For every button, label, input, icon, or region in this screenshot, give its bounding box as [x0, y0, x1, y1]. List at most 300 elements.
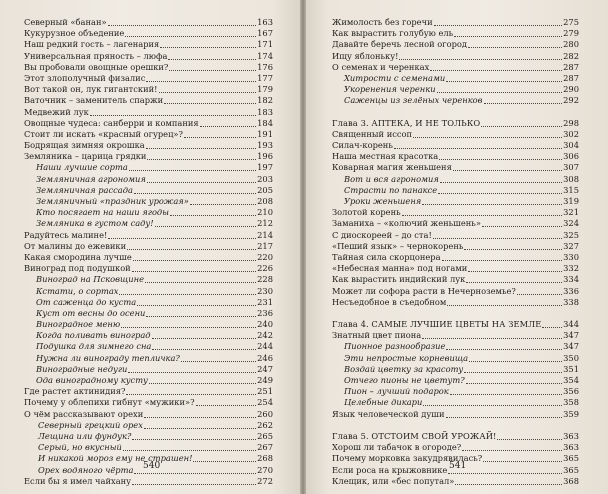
page-number-left: 540	[143, 461, 161, 471]
dot-leader	[468, 263, 562, 272]
toc-entry	[332, 409, 579, 420]
toc-entry-page: 210	[257, 207, 273, 218]
toc-entry-title: Коварная магия женьшеня	[332, 162, 452, 173]
toc-entry-page: 292	[563, 95, 579, 106]
toc-entry-title: Воздай цветку за красоту	[344, 363, 464, 374]
toc-entry	[332, 241, 579, 252]
toc-entry	[24, 107, 273, 118]
toc-spacer	[332, 308, 579, 319]
dot-leader	[453, 162, 562, 171]
toc-entry-title: Заманиха – «колючий женьшень»	[332, 218, 481, 229]
toc-entry-title: «Пеший язык» – чернокорень	[332, 240, 464, 251]
toc-entry-page: 236	[257, 307, 273, 318]
toc-entry	[332, 151, 579, 162]
toc-entry	[24, 353, 273, 364]
dot-leader	[132, 263, 256, 272]
toc-entry	[332, 263, 579, 274]
dot-leader	[159, 84, 257, 93]
toc-entry	[24, 274, 273, 285]
toc-entry-page: 183	[257, 106, 273, 117]
toc-entry	[24, 286, 273, 297]
dot-leader	[402, 207, 563, 216]
toc-entry-title: Золотой корень	[332, 207, 401, 218]
toc-entry	[24, 263, 273, 274]
dot-leader	[484, 95, 563, 104]
toc-entry	[24, 140, 273, 151]
toc-entry-page: 220	[257, 251, 273, 262]
toc-entry-title: Целебные дикари	[344, 397, 423, 408]
toc-entry-title: Тайная сила скорцонера	[332, 251, 441, 262]
toc-entry-page: 193	[257, 140, 273, 151]
toc-entry-page: 179	[257, 84, 273, 95]
toc-entry-page: 365	[563, 464, 579, 475]
toc-entry-page: 363	[563, 430, 579, 441]
toc-entry	[332, 140, 579, 151]
toc-entry-title: Универсальная пряность – люфа	[24, 50, 168, 61]
toc-entry	[332, 476, 579, 487]
toc-entry-title: Наши лучшие сорта	[36, 162, 128, 173]
dot-leader	[438, 185, 562, 194]
toc-entry-page: 356	[563, 386, 579, 397]
toc-entry-page: 226	[257, 263, 273, 274]
toc-entry	[24, 17, 273, 28]
dot-leader	[193, 453, 256, 462]
dot-leader	[108, 230, 256, 239]
toc-entry-title: Если роса на крыжовнике	[332, 464, 448, 475]
toc-entry-title: С диоскореей – до ста!	[332, 229, 432, 240]
toc-entry-title: От саженца до куста	[36, 296, 137, 307]
dot-leader	[169, 62, 256, 71]
toc-entry-title: Страсти по панаксе	[344, 184, 438, 195]
toc-entry-title: Виноград на Псковщине	[36, 274, 144, 285]
toc-chapter-entry	[332, 319, 579, 330]
dot-leader	[123, 442, 256, 451]
toc-entry	[24, 364, 273, 375]
dot-leader	[132, 431, 256, 440]
dot-leader	[90, 107, 256, 116]
toc-entry	[24, 330, 273, 341]
dot-leader	[155, 218, 257, 227]
toc-entry-title: Виноградное меню	[36, 319, 121, 330]
toc-entry	[332, 286, 579, 297]
toc-entry	[24, 431, 273, 442]
toc-entry	[24, 409, 273, 420]
toc-entry-page: 214	[257, 229, 273, 240]
toc-entry-title: О семенах и черенках	[332, 61, 430, 72]
dot-leader	[466, 274, 562, 283]
toc-entry	[332, 84, 579, 95]
toc-entry-title: Ода виноградному кусту	[36, 375, 148, 385]
toc-entry-title: Пион – лучший подарок	[344, 386, 449, 397]
toc-spacer	[332, 420, 579, 431]
toc-entry	[24, 28, 273, 39]
toc-entry-page: 368	[563, 475, 579, 486]
dot-leader	[482, 218, 562, 227]
dot-leader	[184, 129, 256, 138]
toc-entry-title: Почему у облепихи гибнут «мужики»?	[24, 397, 195, 408]
toc-entry-page: 287	[563, 61, 579, 72]
toc-entry	[24, 185, 273, 196]
toc-entry	[24, 319, 273, 330]
toc-entry	[332, 62, 579, 73]
dot-leader	[469, 353, 562, 362]
toc-entry-title: Орех водяного чёрта	[38, 464, 134, 475]
toc-entry-title: Священный иссоп	[332, 128, 413, 139]
toc-entry-page: 270	[257, 464, 273, 475]
toc-entry-page: 184	[257, 117, 273, 128]
dot-leader	[413, 129, 562, 138]
dot-leader	[152, 341, 256, 350]
toc-entry-page: 321	[563, 207, 579, 218]
toc-entry-title: Виноградные недуги	[36, 363, 128, 374]
toc-entry-page: 167	[257, 28, 273, 39]
dot-leader	[127, 241, 256, 250]
dot-leader	[128, 364, 256, 373]
toc-entry	[24, 218, 273, 229]
toc-entry	[24, 241, 273, 252]
toc-entry-title: Какая смородина лучше	[24, 251, 132, 262]
toc-entry-title: Стоит ли искать «красный огурец»?	[24, 128, 183, 139]
toc-entry	[332, 386, 579, 397]
toc-entry-page: 327	[563, 240, 579, 251]
dot-leader	[147, 174, 256, 183]
toc-entry	[24, 39, 273, 50]
dot-leader	[144, 420, 256, 429]
toc-entry-title: Куст от весны до осени	[36, 307, 146, 318]
dot-leader	[430, 62, 562, 71]
dot-leader	[462, 442, 562, 451]
dot-leader	[442, 252, 563, 261]
dot-leader	[125, 28, 256, 37]
toc-entry-title: Бодрящая зимняя окрошка	[24, 140, 145, 151]
toc-entry	[24, 151, 273, 162]
toc-entry-page: 344	[563, 319, 579, 330]
toc-entry-page: 347	[563, 330, 579, 341]
toc-entry-title: Медвежий лук	[24, 106, 89, 117]
dot-leader	[146, 308, 256, 317]
toc-entry-title: Вот и вся агрономия	[344, 173, 439, 184]
dot-leader	[108, 17, 257, 26]
toc-entry-page: 191	[257, 128, 273, 139]
toc-entry-title: Жимолость без горечи	[332, 17, 433, 27]
toc-entry-title: Силач-корень	[332, 140, 393, 151]
toc-entry-page: 196	[257, 151, 273, 162]
toc-entry-page: 330	[563, 251, 579, 262]
toc-entry-title: Наш редкий гость – лагенария	[24, 39, 160, 50]
toc-entry-title: Когда поливать виноград	[36, 330, 151, 341]
toc-entry-title: Глава 4. САМЫЕ ЛУЧШИЕ ЦВЕТЫ НА ЗЕМЛЕ	[332, 319, 542, 330]
dot-leader	[121, 319, 256, 328]
dot-leader	[168, 51, 256, 60]
dot-leader	[437, 84, 563, 93]
toc-entry-page: 332	[563, 263, 579, 274]
toc-entry-title: Наша местная красотка	[332, 151, 439, 162]
toc-entry-page: 182	[257, 95, 273, 106]
toc-entry-title: Саженцы из зелёных черенков	[344, 95, 483, 106]
dot-leader	[422, 196, 562, 205]
toc-entry-title: Укоренения черенки	[344, 84, 436, 95]
toc-entry-page: 244	[257, 341, 273, 352]
toc-entry	[24, 174, 273, 185]
dot-leader	[152, 330, 257, 339]
toc-entry-page: 315	[563, 184, 579, 195]
toc-entry-page: 275	[563, 17, 579, 27]
toc-entry	[332, 297, 579, 308]
toc-entry-title: Уроки женьшеня	[344, 196, 422, 206]
dot-leader	[446, 341, 562, 350]
toc-entry-page: 205	[257, 184, 273, 195]
toc-entry	[24, 62, 273, 73]
toc-entry	[24, 84, 273, 95]
toc-entry-page: 230	[257, 285, 273, 296]
toc-entry	[24, 308, 273, 319]
toc-entry	[24, 297, 273, 308]
toc-entry-page: 338	[563, 296, 579, 307]
dot-leader	[468, 39, 562, 48]
dot-leader	[483, 453, 562, 462]
dot-leader	[132, 476, 256, 485]
toc-entry-title: Земляничный «праздник урожая»	[36, 196, 189, 206]
dot-leader	[160, 39, 256, 48]
toc-entry-page: 267	[257, 442, 273, 453]
dot-leader	[134, 185, 256, 194]
dot-leader	[454, 28, 562, 37]
toc-entry	[24, 73, 273, 84]
dot-leader	[466, 375, 563, 384]
toc-entry	[332, 162, 579, 173]
toc-entry-page: 217	[257, 240, 273, 251]
toc-entry-title: От малины до ежевики	[24, 240, 127, 251]
toc-entry-title: Радуйтесь малине!	[24, 229, 108, 240]
toc-entry	[332, 51, 579, 62]
toc-entry-page: 282	[563, 50, 579, 61]
toc-entry-page: 208	[257, 196, 273, 206]
dot-leader	[164, 95, 256, 104]
toc-entry-page: 351	[563, 363, 579, 374]
toc-entry-title: Серый, но вкусный	[38, 442, 122, 453]
toc-entry	[24, 118, 273, 129]
toc-entry	[24, 341, 273, 352]
toc-entry	[332, 17, 579, 28]
toc-entry-title: Кукурузное объедение	[24, 28, 125, 39]
toc-entry-title: Этот злополучный физалис	[24, 72, 146, 83]
book-gutter	[300, 0, 306, 494]
toc-entry	[24, 420, 273, 431]
toc-entry-page: 359	[563, 408, 579, 419]
toc-entry-page: 231	[257, 296, 273, 307]
toc-entry-page: 242	[257, 330, 273, 341]
dot-leader	[200, 118, 256, 127]
toc-entry-page: 350	[563, 352, 579, 363]
toc-entry-page: 325	[563, 229, 579, 240]
toc-entry-title: Северный грецкий орех	[38, 419, 143, 430]
toc-entry	[24, 196, 273, 207]
toc-entry	[332, 39, 579, 50]
toc-entry-page: 171	[257, 39, 273, 50]
toc-entry-title: Ищу яблоньку!	[332, 50, 399, 61]
toc-entry-title: Подушка для зимнего сна	[36, 341, 152, 352]
dot-leader	[119, 286, 256, 295]
toc-entry-page: 260	[257, 408, 273, 419]
toc-entry	[332, 252, 579, 263]
dot-leader	[447, 297, 562, 306]
toc-entry	[332, 375, 579, 386]
toc-entry-title: Кстати, о сортах	[36, 285, 119, 296]
toc-entry-title: Земляничная рассада	[36, 184, 133, 195]
toc-entry	[24, 476, 273, 487]
toc-entry	[24, 230, 273, 241]
toc-entry-title: Почему морковка закудрявилась?	[332, 453, 483, 464]
toc-entry-title: Хитрости с семенами	[344, 72, 446, 83]
toc-entry-title: Где растет актинидия?	[24, 386, 126, 397]
toc-right	[332, 17, 579, 487]
toc-entry-title: Овощные чудеса: санберри и компания	[24, 117, 199, 128]
toc-entry-title: О чём рассказывают орехи	[24, 408, 144, 419]
toc-entry-page: 298	[563, 117, 579, 128]
toc-entry	[332, 274, 579, 285]
dot-leader	[126, 386, 256, 395]
toc-entry-page: 247	[257, 363, 273, 374]
toc-entry	[332, 353, 579, 364]
dot-leader	[190, 196, 256, 205]
toc-entry-title: Северный «банан»	[24, 17, 107, 27]
dot-leader	[481, 118, 562, 127]
dot-leader	[422, 330, 562, 339]
toc-entry-page: 163	[257, 17, 273, 27]
toc-entry-title: Нужна ли винограду тепличка?	[36, 352, 180, 363]
toc-entry-title: Земляника в густом саду!	[36, 218, 154, 229]
dot-leader	[446, 73, 562, 82]
toc-entry	[332, 28, 579, 39]
toc-entry	[332, 364, 579, 375]
toc-entry	[332, 73, 579, 84]
toc-entry	[332, 185, 579, 196]
toc-entry	[24, 252, 273, 263]
dot-leader	[129, 162, 256, 171]
dot-leader	[146, 140, 256, 149]
toc-entry	[332, 174, 579, 185]
toc-entry-page: 174	[257, 50, 273, 61]
toc-entry	[332, 129, 579, 140]
toc-entry-page: 203	[257, 173, 273, 184]
toc-entry-page: 308	[563, 173, 579, 184]
toc-entry-page: 307	[563, 162, 579, 173]
toc-entry	[332, 196, 579, 207]
toc-entry-page: 279	[563, 28, 579, 39]
toc-entry-title: Вы пробовали овощные орешки?	[24, 61, 169, 72]
toc-entry-page: 324	[563, 218, 579, 229]
toc-entry-title: И никакой мороз ему не страшен!	[38, 453, 193, 464]
toc-entry-page: 176	[257, 61, 273, 72]
toc-entry-title: Кто посягает на наши ягоды	[36, 207, 169, 218]
toc-entry-page: 262	[257, 419, 273, 430]
toc-entry-title: Язык человеческой души	[332, 408, 445, 419]
toc-entry-title: Несъедобное в съедобном	[332, 296, 447, 307]
toc-entry-title: Глава 3. АПТЕКА, И НЕ ТОЛЬКО	[332, 117, 481, 128]
page-number-right: 541	[449, 461, 467, 471]
toc-entry-page: 228	[257, 274, 273, 285]
dot-leader	[464, 241, 562, 250]
toc-entry-page: 319	[563, 196, 579, 206]
toc-entry-title: Эти непростые корневища	[344, 352, 469, 363]
toc-entry-title: Земляничная агрономия	[36, 173, 146, 184]
toc-entry-title: Если бы я имел чайхану	[24, 475, 132, 486]
toc-entry-title: Хорош ли табачок в огороде?	[332, 442, 462, 453]
dot-leader	[464, 364, 562, 373]
toc-entry-title: Может ли софора расти в Нечерноземье?	[332, 285, 516, 296]
dot-leader	[434, 17, 563, 26]
toc-entry-page: 304	[563, 140, 579, 151]
toc-entry-page: 212	[257, 218, 273, 229]
toc-entry-title: «Небесная манна» под ногами	[332, 263, 468, 274]
toc-chapter-entry	[332, 431, 579, 442]
dot-leader	[149, 375, 256, 384]
dot-leader	[439, 151, 562, 160]
dot-leader	[440, 174, 562, 183]
dot-leader	[399, 51, 562, 60]
toc-entry	[332, 330, 579, 341]
dot-leader	[147, 151, 256, 160]
toc-entry-title: Отчего пионы не цветут?	[344, 375, 465, 385]
toc-entry-page: 254	[257, 397, 273, 408]
toc-entry-page: 265	[257, 430, 273, 441]
toc-entry	[24, 129, 273, 140]
toc-entry	[332, 230, 579, 241]
toc-entry-page: 358	[563, 397, 579, 408]
toc-entry	[332, 397, 579, 408]
toc-entry-title: Клещик, или «бес попутал»	[332, 475, 455, 486]
toc-entry-page: 240	[257, 319, 273, 330]
toc-entry	[332, 442, 579, 453]
toc-entry	[24, 51, 273, 62]
toc-entry-title: Виноград под подушкой	[24, 263, 131, 274]
toc-entry-title: Ваточник – заменитель спаржи	[24, 95, 164, 106]
toc-entry-page: 336	[563, 285, 579, 296]
dot-leader	[170, 207, 256, 216]
toc-entry	[332, 207, 579, 218]
dot-leader	[144, 409, 256, 418]
dot-leader	[133, 252, 256, 261]
dot-leader	[446, 409, 563, 418]
toc-entry-title: Как вырастить голубую ель	[332, 28, 454, 39]
dot-leader	[423, 397, 562, 406]
toc-entry-page: 251	[257, 386, 273, 397]
toc-entry-page: 354	[563, 375, 579, 385]
toc-entry-page: 272	[257, 475, 273, 486]
dot-leader	[181, 353, 256, 362]
toc-entry	[332, 341, 579, 352]
toc-entry-page: 290	[563, 84, 579, 95]
toc-entry-title: Вот такой он, лук гигантский!	[24, 84, 158, 95]
toc-entry-page: 334	[563, 274, 579, 285]
toc-entry-page: 347	[563, 341, 579, 352]
dot-leader	[146, 73, 256, 82]
dot-leader	[433, 230, 562, 239]
toc-entry-page: 365	[563, 453, 579, 464]
toc-left	[24, 17, 273, 487]
dot-leader	[394, 140, 562, 149]
toc-entry-page: 287	[563, 72, 579, 83]
toc-entry	[24, 442, 273, 453]
dot-leader	[497, 431, 562, 440]
toc-entry-page: 302	[563, 128, 579, 139]
dot-leader	[542, 319, 562, 328]
toc-entry-title: Знатный цвет пиона	[332, 330, 422, 341]
toc-entry-title: Земляника – царица грядки	[24, 151, 147, 162]
dot-leader	[196, 397, 257, 406]
toc-entry	[24, 95, 273, 106]
toc-entry	[332, 95, 579, 106]
